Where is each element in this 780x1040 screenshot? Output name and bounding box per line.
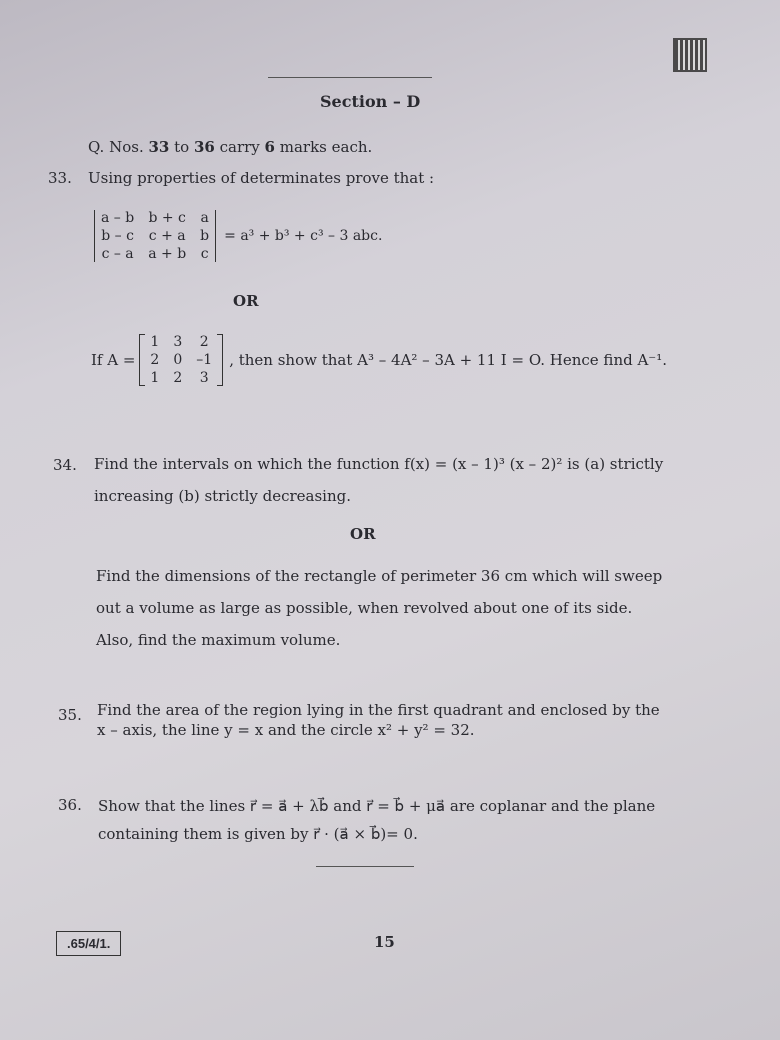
matrix-a [139, 334, 223, 386]
question-number: 34. [53, 456, 77, 474]
qr-code [673, 38, 707, 72]
matrix-cell: 2 [199, 334, 209, 350]
determinant-equation [94, 210, 382, 262]
question-text: Using properties of determinates prove that : [88, 169, 435, 187]
question-text: Find the area of the region lying in the first quadrant and enclosed by the x – axis, the line y = x and the circle x² + y² = 32. [97, 701, 660, 739]
end-divider [316, 866, 414, 867]
determinant-rhs: = a³ + b³ + c³ – 3 abc. [224, 228, 383, 244]
alternative-text: Find the dimensions of the rectangle of perimeter 36 cm which will sweep out a volume as large as possible, when revolved about one of its side. Also, find the maximum volume. [96, 567, 663, 649]
matrix-prefix: If A = [91, 351, 136, 369]
matrix-cell: 3 [199, 370, 209, 386]
matrix-cell: 2 [173, 370, 183, 386]
section-title: Section – D [320, 92, 421, 111]
matrix-cell: b + c [148, 210, 186, 226]
matrix-cell: b – c [101, 228, 134, 244]
matrix-cell: a [200, 210, 209, 226]
or-label: OR [350, 525, 376, 543]
matrix-suffix: , then show that A³ – 4A² – 3A + 11 I = O. Hence find A⁻¹. [229, 351, 667, 369]
divider [268, 77, 432, 78]
page-number: 15 [374, 933, 395, 951]
instructions: Q. Nos. 33 to 36 carry 6 marks each. [88, 138, 373, 156]
matrix-cell: a – b [101, 210, 135, 226]
determinant [94, 210, 216, 262]
matrix-cell: 2 [150, 352, 160, 368]
matrix-cell: 3 [173, 334, 183, 350]
matrix-cell: 1 [150, 370, 160, 386]
matrix-equation [91, 334, 667, 386]
matrix-cell: c + a [148, 228, 186, 244]
matrix-cell: –1 [196, 352, 213, 368]
matrix-cell: 0 [173, 352, 183, 368]
question-text: Find the intervals on which the function f(x) = (x – 1)³ (x – 2)² is (a) strictly increasing (b) strictly decreasing. [94, 455, 664, 505]
matrix-cell: a + b [148, 246, 187, 262]
matrix-cell: b [200, 228, 210, 244]
or-label: OR [233, 292, 259, 310]
question-number: 33. [48, 169, 72, 187]
question-number: 35. [58, 706, 82, 724]
question-text: Show that the lines r⃗ = a⃗ + λb⃗ and r⃗ = b⃗ + μa⃗ are coplanar and the plane containing them is given by r⃗ · (a⃗ × b⃗)= 0. [98, 797, 656, 843]
paper-code: .65/4/1. [56, 931, 121, 956]
question-number: 36. [58, 796, 82, 814]
matrix-cell: 1 [150, 334, 160, 350]
matrix-cell: c – a [101, 246, 134, 262]
matrix-cell: c [200, 246, 209, 262]
